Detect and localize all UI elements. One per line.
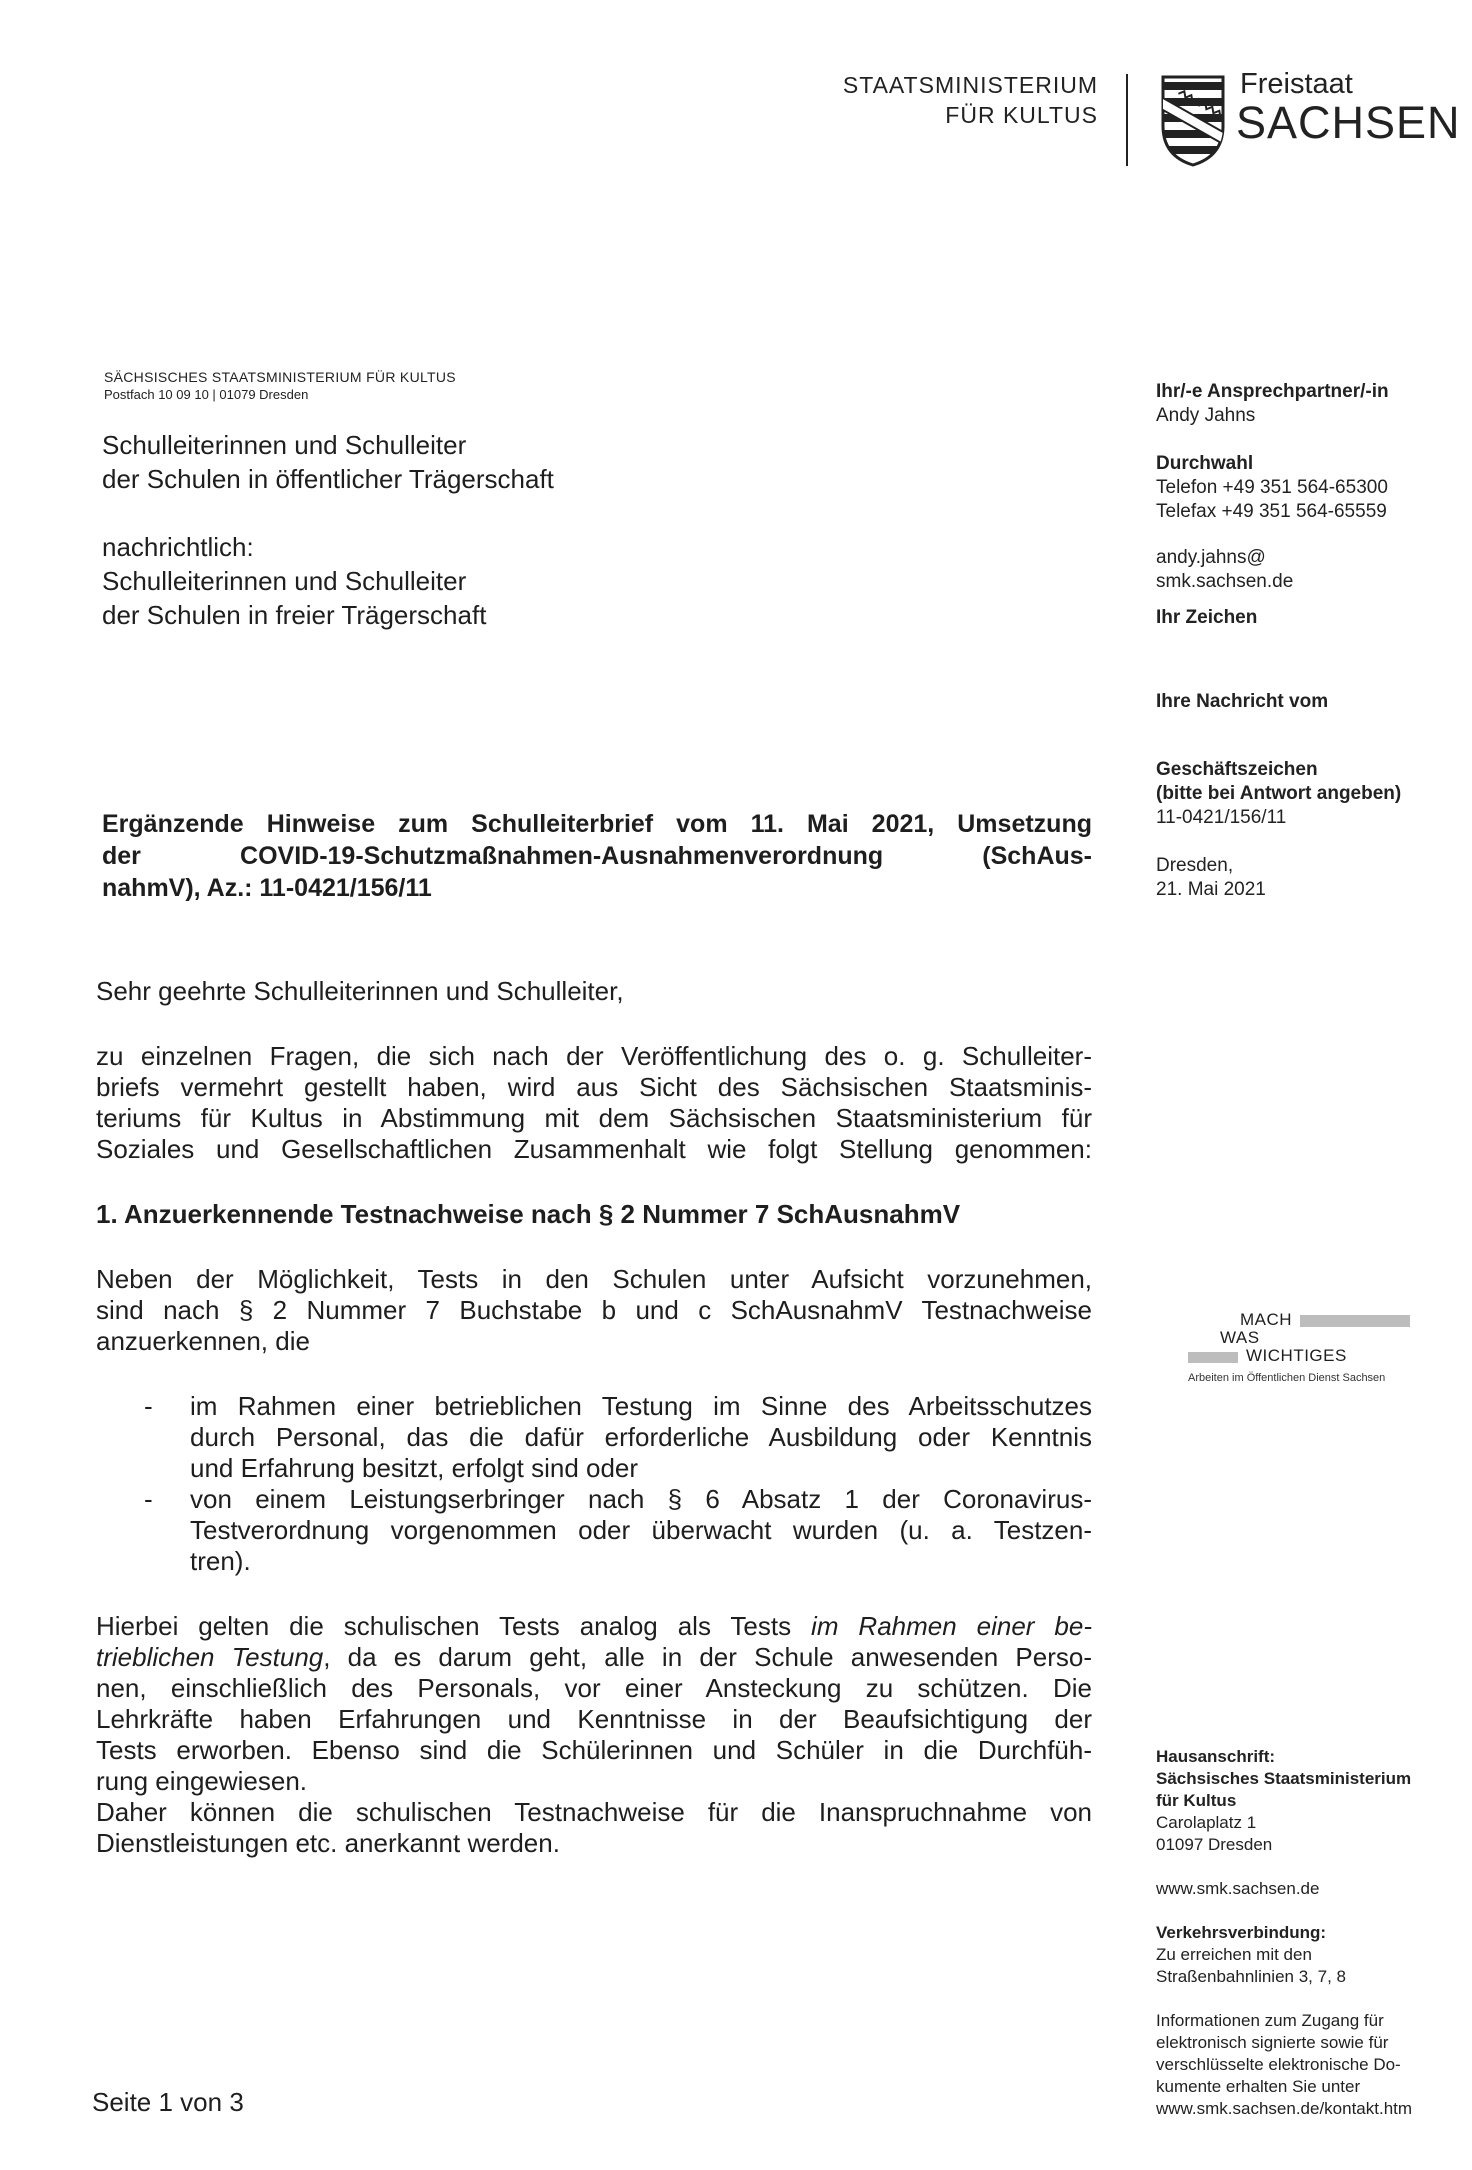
sender-postfach: Postfach 10 09 10 | 01079 Dresden (104, 387, 309, 402)
email-line-2: smk.sachsen.de (1156, 571, 1294, 592)
subject-line-2: der COVID-19-Schutzmaßnahmen-Ausnahmenverordnung (SchAus- (102, 842, 1092, 870)
page-number: Seite 1 von 3 (92, 2087, 244, 2117)
wichtiges-label: WICHTIGES (1246, 1346, 1347, 1365)
sender-return-address (104, 368, 456, 404)
email-line-1: andy.jahns@ (1156, 547, 1266, 568)
address-web: www.smk.sachsen.de (1156, 1879, 1320, 1898)
intro-line: briefs vermehrt gestellt haben, wird aus Sicht des Sächsischen Staatsminis- (96, 1072, 1092, 1102)
paragraph-3-line: Daher können die schulischen Testnachweise für die Inanspruchnahme von (96, 1797, 1092, 1827)
recipient-line-3: Schulleiterinnen und Schulleiter (102, 566, 467, 596)
paragraph-3 (96, 1797, 1092, 1859)
contact-name: Andy Jahns (1156, 405, 1256, 426)
ministry-name (830, 70, 1098, 130)
letter-place: Dresden, (1156, 855, 1234, 876)
recipient-block (102, 428, 554, 632)
logo-bar (1300, 1315, 1410, 1327)
bullet-list (96, 1391, 1092, 1577)
mach-was-wichtiges-logo (1188, 1310, 1418, 1390)
letter-date: 21. Mai 2021 (1156, 879, 1266, 900)
letter-subject (102, 808, 1092, 904)
section-1-heading: 1. Anzuerkennende Testnachweise nach § 2 Nummer 7 SchAusnahmV (96, 1199, 961, 1229)
subject-line-3: nahmV), Az.: 11-0421/156/11 (102, 874, 432, 902)
paragraph-2-line: Lehrkräfte haben Erfahrungen und Kenntnisse in der Beaufsichtigung der (96, 1704, 1092, 1734)
paragraph-2-line: nen, einschließlich des Personals, vor einer Ansteckung zu schützen. Die (96, 1673, 1092, 1703)
bullet-item (96, 1391, 1092, 1484)
logo-divider (1126, 74, 1128, 166)
transit-line-2: Straßenbahnlinien 3, 7, 8 (1156, 1967, 1346, 1986)
paragraph-2-line (96, 1642, 1092, 1673)
geschaeftszeichen-hint: (bitte bei Antwort angeben) (1156, 783, 1402, 804)
telefon: Telefon +49 351 564-65300 (1156, 477, 1388, 498)
letter-body (96, 976, 1092, 1859)
geschaeftszeichen-value: 11-0421/156/11 (1156, 807, 1287, 828)
paragraph-2-line: rung eingewiesen. (96, 1766, 308, 1796)
paragraph-2-text: Hierbei gelten die schulischen Tests analog als Tests (96, 1611, 812, 1641)
letter-info-column (1156, 380, 1456, 902)
intro-line: Soziales und Gesellschaftlichen Zusammenhalt wie folgt Stellung genommen: (96, 1134, 1092, 1164)
bullet-line: und Erfahrung besitzt, erfolgt sind oder (190, 1453, 639, 1483)
info-line-2: elektronisch signierte sowie für (1156, 2033, 1389, 2052)
bullet-dash: - (144, 1484, 153, 1514)
intro-paragraph (96, 1041, 1092, 1165)
section-1-paragraph (96, 1264, 1092, 1357)
was-label: WAS (1220, 1328, 1260, 1347)
freistaat-label: Freistaat (1240, 68, 1353, 100)
address-city: 01097 Dresden (1156, 1835, 1273, 1854)
logo-subtitle: Arbeiten im Öffentlichen Dienst Sachsen (1188, 1372, 1386, 1384)
paragraph-3-line: Dienstleistungen etc. anerkannt werden. (96, 1828, 560, 1858)
address-label: Hausanschrift: (1156, 1747, 1276, 1766)
section-1-line: Neben der Möglichkeit, Tests in den Schulen unter Aufsicht vorzunehmen, (96, 1264, 1092, 1294)
bullet-line: Testverordnung vorgenommen oder überwacht wurden (u. a. Testzen- (190, 1515, 1092, 1545)
address-street: Carolaplatz 1 (1156, 1813, 1257, 1832)
section-1-line: anzuerkennen, die (96, 1326, 310, 1356)
sender-name: SÄCHSISCHES STAATSMINISTERIUM FÜR KULTUS (104, 369, 456, 385)
saxony-coat-of-arms-icon (1160, 74, 1226, 168)
paragraph-2 (96, 1611, 1092, 1797)
bullet-dash: - (144, 1391, 153, 1421)
geschaeftszeichen-label: Geschäftszeichen (1156, 759, 1318, 780)
sachsen-label: SACHSEN (1236, 97, 1461, 148)
address-org-1: Sächsisches Staatsministerium (1156, 1769, 1412, 1788)
recipient-line-4: der Schulen in freier Trägerschaft (102, 600, 487, 630)
info-line-3: verschlüsselte elektronische Do- (1156, 2055, 1401, 2074)
telefax: Telefax +49 351 564-65559 (1156, 501, 1387, 522)
info-line-5: www.smk.sachsen.de/kontakt.htm (1156, 2099, 1413, 2118)
info-line-1: Informationen zum Zugang für (1156, 2011, 1384, 2030)
mach-label: MACH (1240, 1310, 1293, 1329)
recipient-line-1: Schulleiterinnen und Schulleiter (102, 430, 467, 460)
ministry-line-1: STAATSMINISTERIUM (842, 72, 1098, 98)
recipient-line-2: der Schulen in öffentlicher Trägerschaft (102, 464, 554, 494)
ihr-zeichen-label: Ihr Zeichen (1156, 607, 1258, 628)
durchwahl-label: Durchwahl (1156, 453, 1254, 474)
contact-label: Ihr/-e Ansprechpartner/-in (1156, 381, 1389, 402)
paragraph-2-text: , da es darum geht, alle in der Schule anwesenden Perso- (323, 1642, 1092, 1672)
transit-label: Verkehrsverbindung: (1156, 1923, 1327, 1942)
section-1-line: sind nach § 2 Nummer 7 Buchstabe b und c SchAusnahmV Testnachweise (96, 1295, 1092, 1325)
paragraph-2-line: Tests erworben. Ebenso sind die Schülerinnen und Schüler in die Durchfüh- (96, 1735, 1092, 1765)
logo-bar (1188, 1352, 1238, 1363)
bullet-line: im Rahmen einer betrieblichen Testung im Sinne des Arbeitsschutzes (190, 1391, 1092, 1421)
bullet-item (96, 1484, 1092, 1577)
paragraph-2-line (96, 1611, 1092, 1642)
paragraph-2-emphasis: im Rahmen einer be- (811, 1611, 1092, 1641)
transit-line-1: Zu erreichen mit den (1156, 1945, 1312, 1964)
paragraph-2-emphasis: trieblichen Testung (96, 1642, 324, 1672)
address-block (1156, 1746, 1456, 2120)
address-org-2: für Kultus (1156, 1791, 1237, 1810)
info-line-4: kumente erhalten Sie unter (1156, 2077, 1361, 2096)
ministry-line-2: FÜR KULTUS (945, 102, 1098, 128)
intro-line: teriums für Kultus in Abstimmung mit dem Sächsischen Staatsministerium für (96, 1103, 1092, 1133)
salutation: Sehr geehrte Schulleiterinnen und Schulleiter, (96, 976, 624, 1006)
bullet-line: von einem Leistungserbringer nach § 6 Absatz 1 der Coronavirus- (190, 1484, 1092, 1514)
recipient-cc-label: nachrichtlich: (102, 532, 254, 562)
bullet-line: durch Personal, das die dafür erforderliche Ausbildung oder Kenntnis (190, 1422, 1092, 1452)
intro-line: zu einzelnen Fragen, die sich nach der Veröffentlichung des o. g. Schulleiter- (96, 1041, 1092, 1071)
subject-line-1: Ergänzende Hinweise zum Schulleiterbrief vom 11. Mai 2021, Umsetzung (102, 810, 1092, 838)
ihre-nachricht-label: Ihre Nachricht vom (1156, 691, 1329, 712)
bullet-line: tren). (190, 1546, 251, 1576)
